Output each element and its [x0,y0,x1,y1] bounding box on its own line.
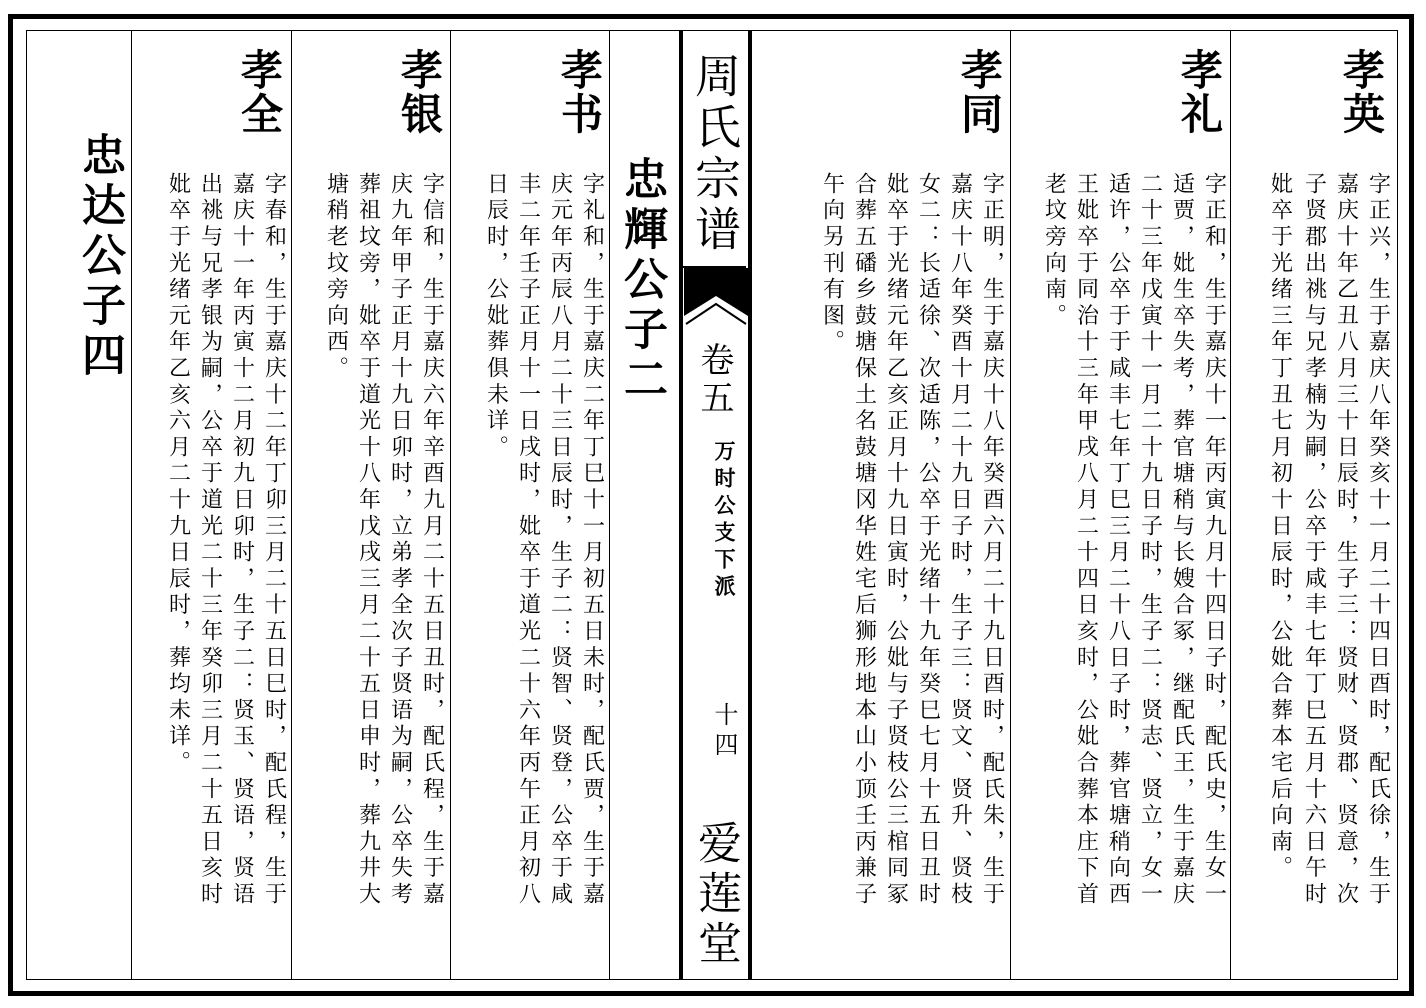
branch-label: 万时公支下派 [712,440,737,602]
hall-name: 爱莲堂 [690,820,741,970]
column-rule [450,30,451,980]
column-rule [1230,30,1231,980]
entry-name: 孝全 [235,48,284,136]
volume-label: 卷五 [694,342,734,418]
genealogy-title: 周氏宗谱 [688,52,742,256]
entry-name: 孝礼 [1175,48,1224,136]
page-number: 十四 [710,702,738,762]
entry-name: 孝英 [1337,48,1386,136]
column-rule [1010,30,1011,980]
entry-name: 孝同 [955,48,1004,136]
entry-name: 孝银 [395,48,444,136]
column-rule [291,30,292,980]
column-rule [131,30,132,980]
center-rule-left [679,30,683,980]
column-rule [609,30,610,980]
section-heading: 忠达公子四 [74,132,125,382]
center-rule-right [748,30,752,980]
section-heading: 忠輝公子二 [616,156,667,406]
entry-name: 孝书 [555,48,604,136]
fishtail-mark [684,268,748,348]
